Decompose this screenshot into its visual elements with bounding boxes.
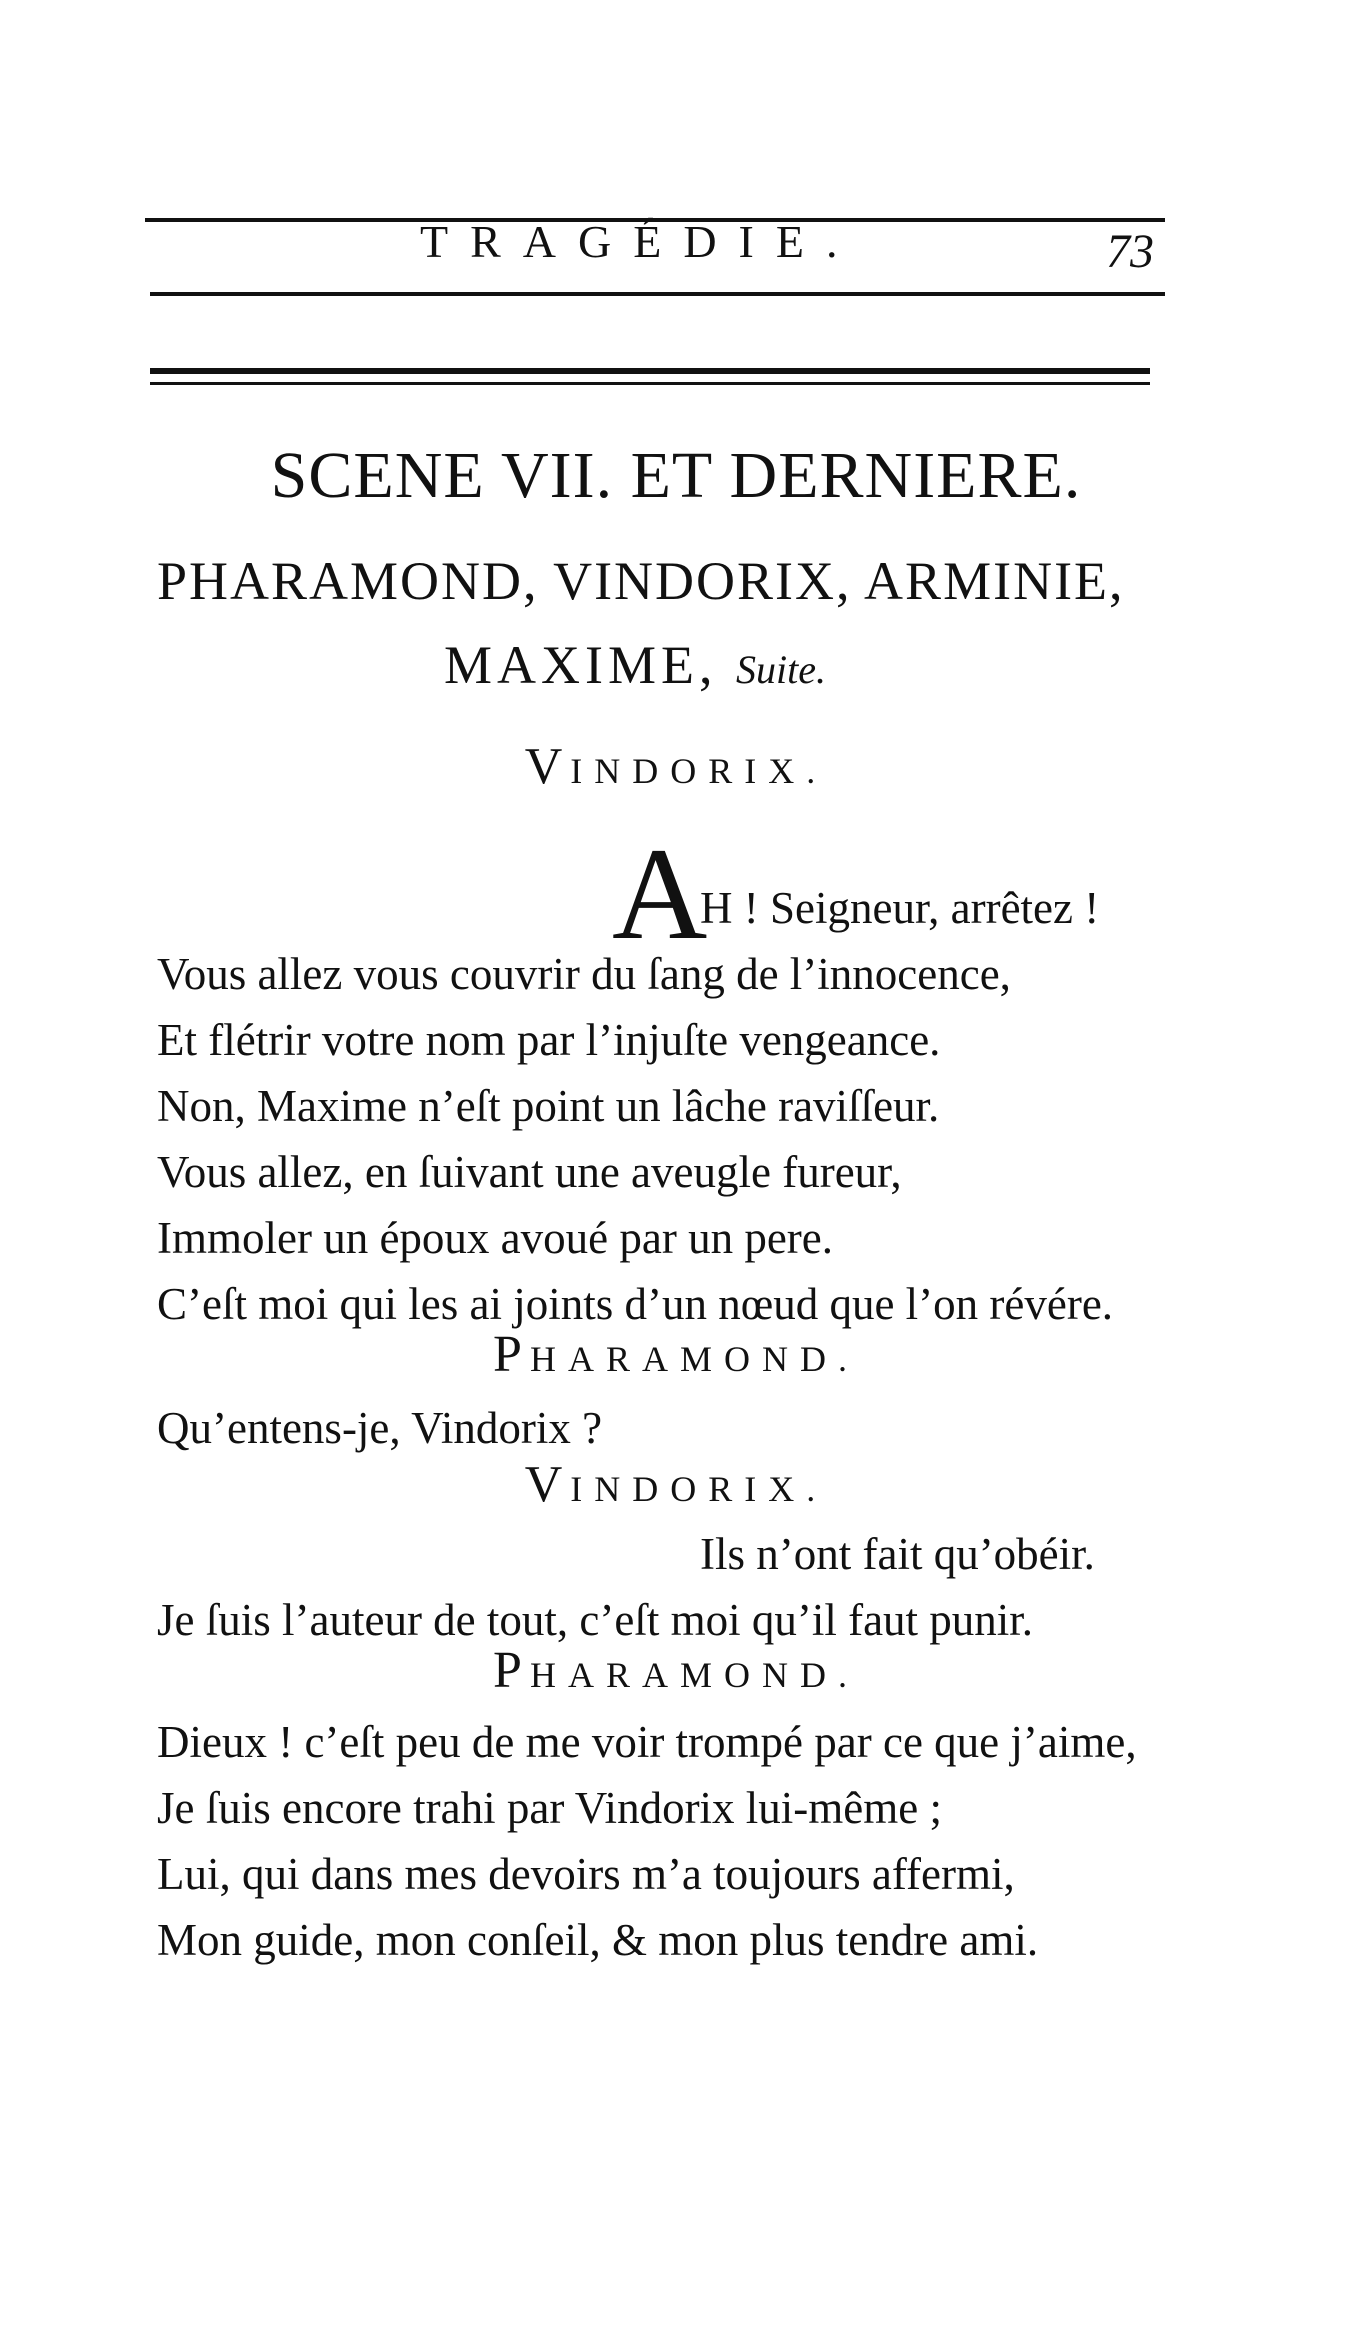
- cast-list-line-1: PHARAMOND, VINDORIX, ARMINIE,: [157, 551, 1125, 611]
- cast-list-line-2: [444, 632, 826, 703]
- speaker-name-rest: INDORIX.: [570, 1469, 828, 1509]
- cast-name-maxime: MAXIME,: [444, 635, 718, 695]
- speaker-initial: P: [493, 1642, 530, 1699]
- speaker-initial: V: [524, 1456, 571, 1513]
- verse-line: H ! Seigneur, arrêtez !: [700, 883, 1100, 933]
- verse-line: Vous allez, en ſuivant une aveugle fureur,: [157, 1147, 902, 1197]
- drop-cap: A: [612, 820, 708, 967]
- speaker-label: [0, 1642, 1352, 1700]
- scene-divider-rule-top: [150, 368, 1150, 374]
- scene-heading: SCENE VII. ET DERNIERE.: [270, 439, 1082, 512]
- speaker-name-rest: HARAMOND.: [529, 1339, 859, 1379]
- verse-line: Mon guide, mon conſeil, & mon plus tendre ami.: [157, 1915, 1039, 1965]
- cast-suite: Suite.: [736, 647, 826, 692]
- header-bottom-rule: [150, 292, 1165, 296]
- verse-line: Vous allez vous couvrir du ſang de l’innocence,: [157, 949, 1011, 999]
- verse-line: Non, Maxime n’eſt point un lâche raviſſeur.: [157, 1081, 940, 1131]
- verse-line: C’eſt moi qui les ai joints d’un nœud que l’on révére.: [157, 1279, 1114, 1329]
- speaker-name-rest: INDORIX.: [570, 751, 828, 791]
- verse-line: Je ſuis l’auteur de tout, c’eſt moi qu’il faut punir.: [157, 1595, 1034, 1645]
- page-number: 73: [1106, 225, 1154, 278]
- speaker-initial: P: [493, 1326, 530, 1383]
- verse-line: Immoler un époux avoué par un pere.: [157, 1213, 834, 1263]
- speaker-label: [0, 1456, 1352, 1514]
- verse-line: Je ſuis encore trahi par Vindorix lui-même ;: [157, 1783, 942, 1833]
- speaker-initial: V: [524, 738, 571, 795]
- verse-line: Ils n’ont fait qu’obéir.: [700, 1529, 1095, 1579]
- verse-line: Et flétrir votre nom par l’injuſte vengeance.: [157, 1015, 941, 1065]
- verse-line: Qu’entens-je, Vindorix ?: [157, 1403, 603, 1453]
- verse-line: Lui, qui dans mes devoirs m’a toujours affermi,: [157, 1849, 1015, 1899]
- verse-line: Dieux ! c’eſt peu de me voir trompé par ce que j’aime,: [157, 1717, 1137, 1767]
- speaker-label: [0, 1326, 1352, 1384]
- speaker-label: [0, 738, 1352, 796]
- running-title: TRAGÉDIE.: [420, 216, 860, 267]
- speaker-name-rest: HARAMOND.: [529, 1655, 859, 1695]
- scene-divider-rule-bottom: [150, 382, 1150, 385]
